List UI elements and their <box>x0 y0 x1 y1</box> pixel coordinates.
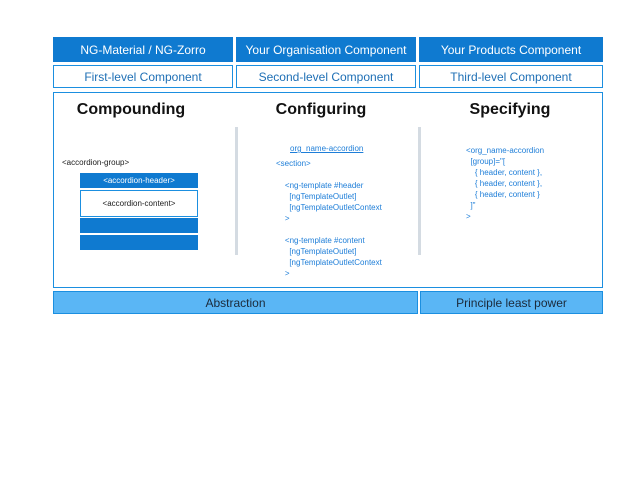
title-specifying: Specifying <box>469 101 551 118</box>
accordion-header-block: <accordion-header> <box>80 173 198 188</box>
accordion-collapsed-item <box>80 218 198 233</box>
specifying-code: <org_name-accordion [group]="[ { header, content }, { header, content }, { header, content } ]" > <box>466 146 545 221</box>
accordion-collapsed-item <box>80 235 198 250</box>
layer-organisation-component: Your Organisation Component <box>236 37 416 62</box>
level-third: Third-level Component <box>419 65 603 88</box>
column-divider-right <box>418 127 421 255</box>
level-second: Second-level Component <box>236 65 416 88</box>
accordion-content-block: <accordion-content> <box>80 190 198 217</box>
configuring-code: <section> <ng-template #header [ngTemplateOutlet] [ngTemplateOutletContext > <ng-template #content [ngTemplateOutlet] [ngTemplateOutletContext > <box>276 159 382 278</box>
principle-least-power-bar: Principle least power <box>420 291 603 314</box>
layer-ng-material-ng-zorro: NG-Material / NG-Zorro <box>53 37 233 62</box>
layer-products-component: Your Products Component <box>419 37 603 62</box>
level-first: First-level Component <box>53 65 233 88</box>
title-compounding: Compounding <box>76 101 186 118</box>
accordion-group-tag: <accordion-group> <box>62 158 130 167</box>
abstraction-bar: Abstraction <box>53 291 418 314</box>
column-divider-left <box>235 127 238 255</box>
configuring-component-name: org_name-accordion <box>290 144 364 153</box>
title-configuring: Configuring <box>275 101 367 118</box>
